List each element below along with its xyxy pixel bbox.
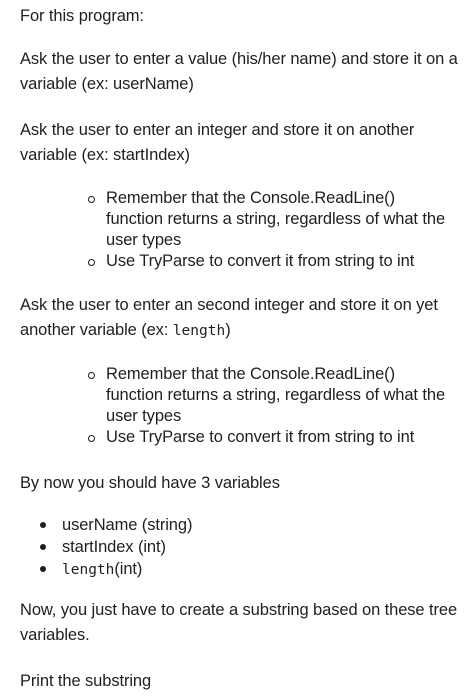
- step-3-text: Ask the user to enter an second integer and store it on yet another variable (ex:: [20, 296, 438, 339]
- variable-text: startIndex (int): [62, 538, 166, 556]
- list-item: [88, 251, 448, 272]
- circle-bullet-icon: [88, 372, 95, 379]
- step-3-paragraph: [20, 293, 460, 344]
- disc-bullet-icon: [40, 566, 46, 572]
- disc-bullet-icon: [40, 544, 46, 550]
- note-text: Use TryParse to convert it from string to int: [106, 252, 415, 270]
- step-3-close: ): [225, 321, 231, 339]
- list-item: [88, 364, 448, 427]
- variable-suffix: (int): [114, 560, 143, 578]
- step-1-paragraph: Ask the user to enter a value (his/her name) and store it on a variable (ex: userName): [20, 50, 458, 93]
- note-text: Use TryParse to convert it from string to int: [106, 428, 415, 446]
- disc-bullet-icon: [40, 522, 46, 528]
- note-text: Remember that the Console.ReadLine() function returns a string, regardless of what the user types: [106, 365, 446, 425]
- list-item: [88, 427, 448, 448]
- note-text: Remember that the Console.ReadLine() function returns a string, regardless of what the user types: [106, 189, 446, 249]
- variables-list: [40, 514, 340, 581]
- circle-bullet-icon: [88, 435, 95, 442]
- step-2-notes-list: [88, 188, 448, 272]
- inline-code: length: [62, 562, 115, 578]
- circle-bullet-icon: [88, 259, 95, 266]
- circle-bullet-icon: [88, 196, 95, 203]
- step-3-notes-list: [88, 364, 448, 448]
- list-item: [40, 514, 340, 536]
- variable-text: userName (string): [62, 516, 193, 534]
- intro-heading: For this program:: [20, 7, 144, 25]
- inline-code: length: [172, 323, 226, 339]
- step-2-paragraph: Ask the user to enter an integer and store it on another variable (ex: startIndex): [20, 121, 415, 164]
- variables-heading: By now you should have 3 variables: [20, 474, 280, 492]
- step-4-paragraph: Now, you just have to create a substring based on these tree variables.: [20, 601, 458, 644]
- list-item: [40, 536, 340, 558]
- final-instruction: Print the substring: [20, 672, 152, 690]
- list-item: [88, 188, 448, 251]
- list-item: [40, 558, 340, 581]
